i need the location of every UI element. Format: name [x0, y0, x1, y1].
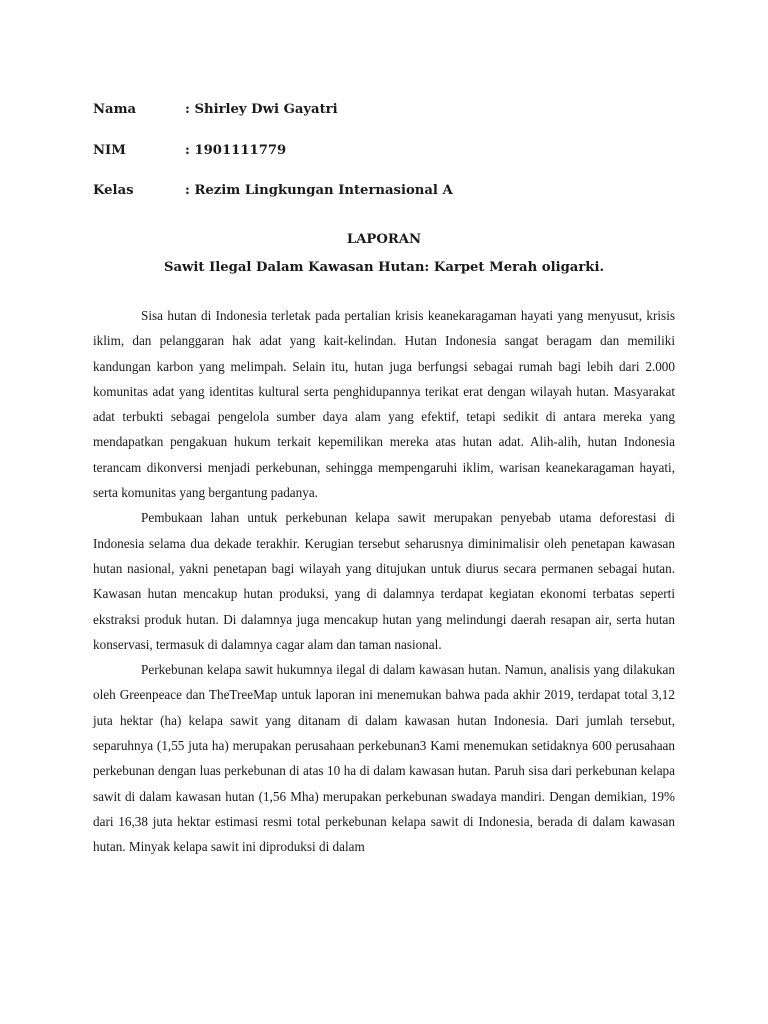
report-title: LAPORAN	[346, 232, 422, 247]
report-subtitle: Sawit Ilegal Dalam Kawasan Hutan: Karpet Merah oligarki.	[163, 260, 605, 275]
nim-value: : 1901111779	[185, 143, 287, 158]
paragraph-2: Pembukaan lahan untuk perkebunan kelapa sawit merupakan penyebab utama deforestasi di Indonesia selama dua dekade terakhir. Kerugian tersebut seharusnya diminimalisir oleh penetapan kawasan hutan nasional, yakni penetapan bagi wilayah yang ditujukan untuk diurus secara permanen sebagai hutan. Kawasan hutan mencakup hutan produksi, yang di dalamnya terdapat kegiatan ekonomi terbatas seperti ekstraksi produk hutan. Di dalamnya juga mencakup hutan yang melindungi daerah resapan air, serta hutan konservasi, termasuk di dalamnya cagar alam dan taman nasional.	[93, 510, 675, 652]
nim-label: NIM	[93, 143, 126, 158]
report-body	[93, 303, 675, 860]
class-label: Kelas	[93, 183, 134, 198]
class-value: : Rezim Lingkungan Internasional A	[185, 183, 453, 198]
paragraph-1: Sisa hutan di Indonesia terletak pada pertalian krisis keanekaragaman hayati yang menyusut, krisis iklim, dan pelanggaran hak adat yang kait-kelindan. Hutan Indonesia sangat beragam dan memiliki kandungan karbon yang melimpah. Selain itu, hutan juga berfungsi sebagai rumah bagi lebih dari 2.000 komunitas adat yang identitas kultural serta penghidupannya terikat erat dengan wilayah hutan. Masyarakat adat terbukti sebagai pengelola sumber daya alam yang efektif, tetapi sedikit di antara mereka yang mendapatkan pengakuan hukum terkait kepemilikan mereka atas hutan adat. Alih-alih, hutan Indonesia terancam dikonversi menjadi perkebunan, sehingga mempengaruhi iklim, warisan keanekaragaman hayati, serta komunitas yang bergantung padanya.	[93, 308, 675, 501]
name-value: : Shirley Dwi Gayatri	[185, 102, 338, 117]
name-label: Nama	[93, 102, 137, 117]
paragraph-3: Perkebunan kelapa sawit hukumnya ilegal di dalam kawasan hutan. Namun, analisis yang dilakukan oleh Greenpeace dan TheTreeMap untuk laporan ini menemukan bahwa pada akhir 2019, terdapat total 3,12 juta hektar (ha) kelapa sawit yang ditanam di dalam kawasan hutan Indonesia. Dari jumlah tersebut, separuhnya (1,55 juta ha) merupakan perusahaan perkebunan3 Kami menemukan setidaknya 600 perusahaan perkebunan dengan luas perkebunan di atas 10 ha di dalam kawasan hutan. Paruh sisa dari perkebunan kelapa sawit di dalam kawasan hutan (1,56 Mha) merupakan perkebunan swadaya mandiri. Dengan demikian, 19% dari 16,38 juta hektar estimasi resmi total perkebunan kelapa sawit di Indonesia, berada di dalam kawasan hutan. Minyak kelapa sawit ini diproduksi di dalam	[93, 662, 675, 855]
